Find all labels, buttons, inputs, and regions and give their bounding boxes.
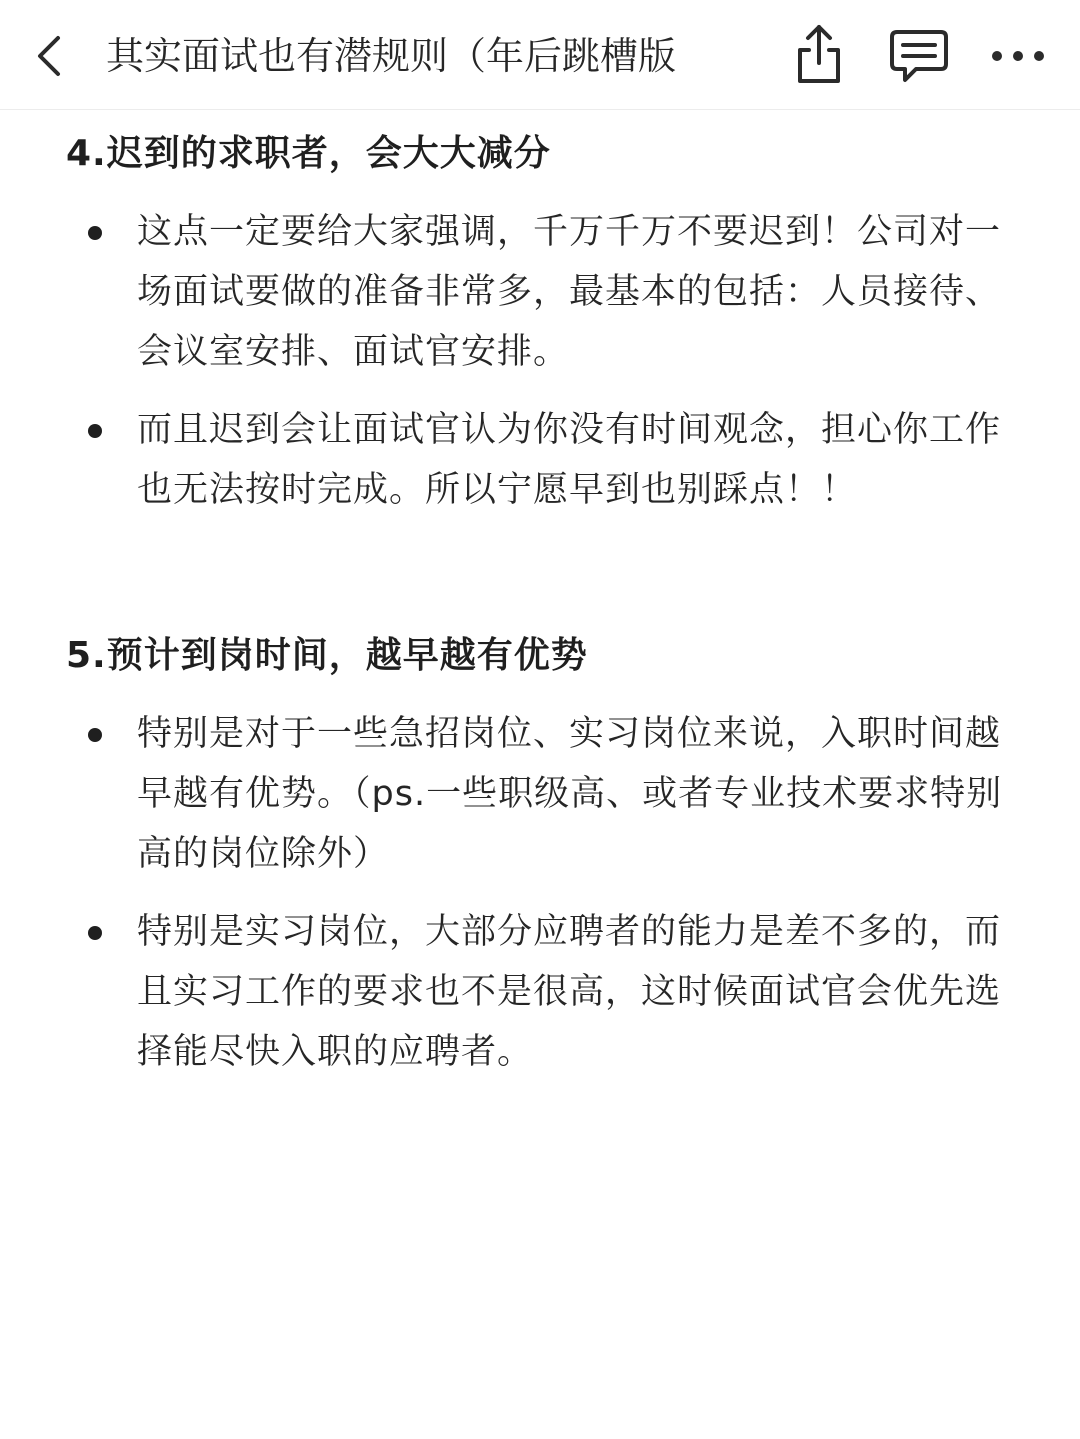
article-body — [0, 110, 1080, 1439]
back-arrow-icon — [22, 22, 82, 88]
share-icon — [784, 20, 854, 90]
more-icon — [983, 20, 1053, 90]
section-late-applicants — [66, 124, 1016, 538]
bullet-item — [66, 400, 1016, 520]
bullet-dot-icon — [88, 424, 102, 438]
bullet-list — [66, 202, 1016, 520]
bullet-text: 特别是实习岗位，大部分应聘者的能力是差不多的，而且实习工作的要求也不是很高，这时候面试官会优先选择能尽快入职的应聘者。 — [137, 912, 1002, 1072]
bullet-item — [66, 704, 1016, 884]
more-button[interactable] — [983, 20, 1053, 90]
top-bar — [0, 0, 1080, 110]
bullet-item — [66, 202, 1016, 382]
bullet-dot-icon — [88, 728, 102, 742]
bullet-text: 而且迟到会让面试官认为你没有时间观念，担心你工作也无法按时完成。所以宁愿早到也别踩点！！ — [137, 410, 1002, 510]
bullet-text: 特别是对于一些急招岗位、实习岗位来说，入职时间越早越有优势。（ps.一些职级高、或者专业技术要求特别高的岗位除外） — [137, 714, 1003, 874]
page-title: 其实面试也有潜规则（年后跳槽版 — [106, 34, 677, 78]
comment-button[interactable] — [884, 20, 954, 90]
bullet-dot-icon — [88, 926, 102, 940]
bullet-item — [66, 902, 1016, 1082]
comment-icon — [884, 20, 954, 90]
back-button[interactable] — [22, 22, 82, 88]
section-heading: 4.迟到的求职者，会大大减分 — [66, 133, 551, 174]
share-button[interactable] — [784, 20, 854, 90]
bullet-list — [66, 704, 1016, 1082]
bullet-text: 这点一定要给大家强调，千万千万不要迟到！公司对一场面试要做的准备非常多，最基本的包括：人员接待、会议室安排、面试官安排。 — [137, 212, 1002, 372]
section-heading: 5.预计到岗时间，越早越有优势 — [66, 635, 588, 676]
section-start-date — [66, 626, 1016, 1100]
bullet-dot-icon — [88, 226, 102, 240]
